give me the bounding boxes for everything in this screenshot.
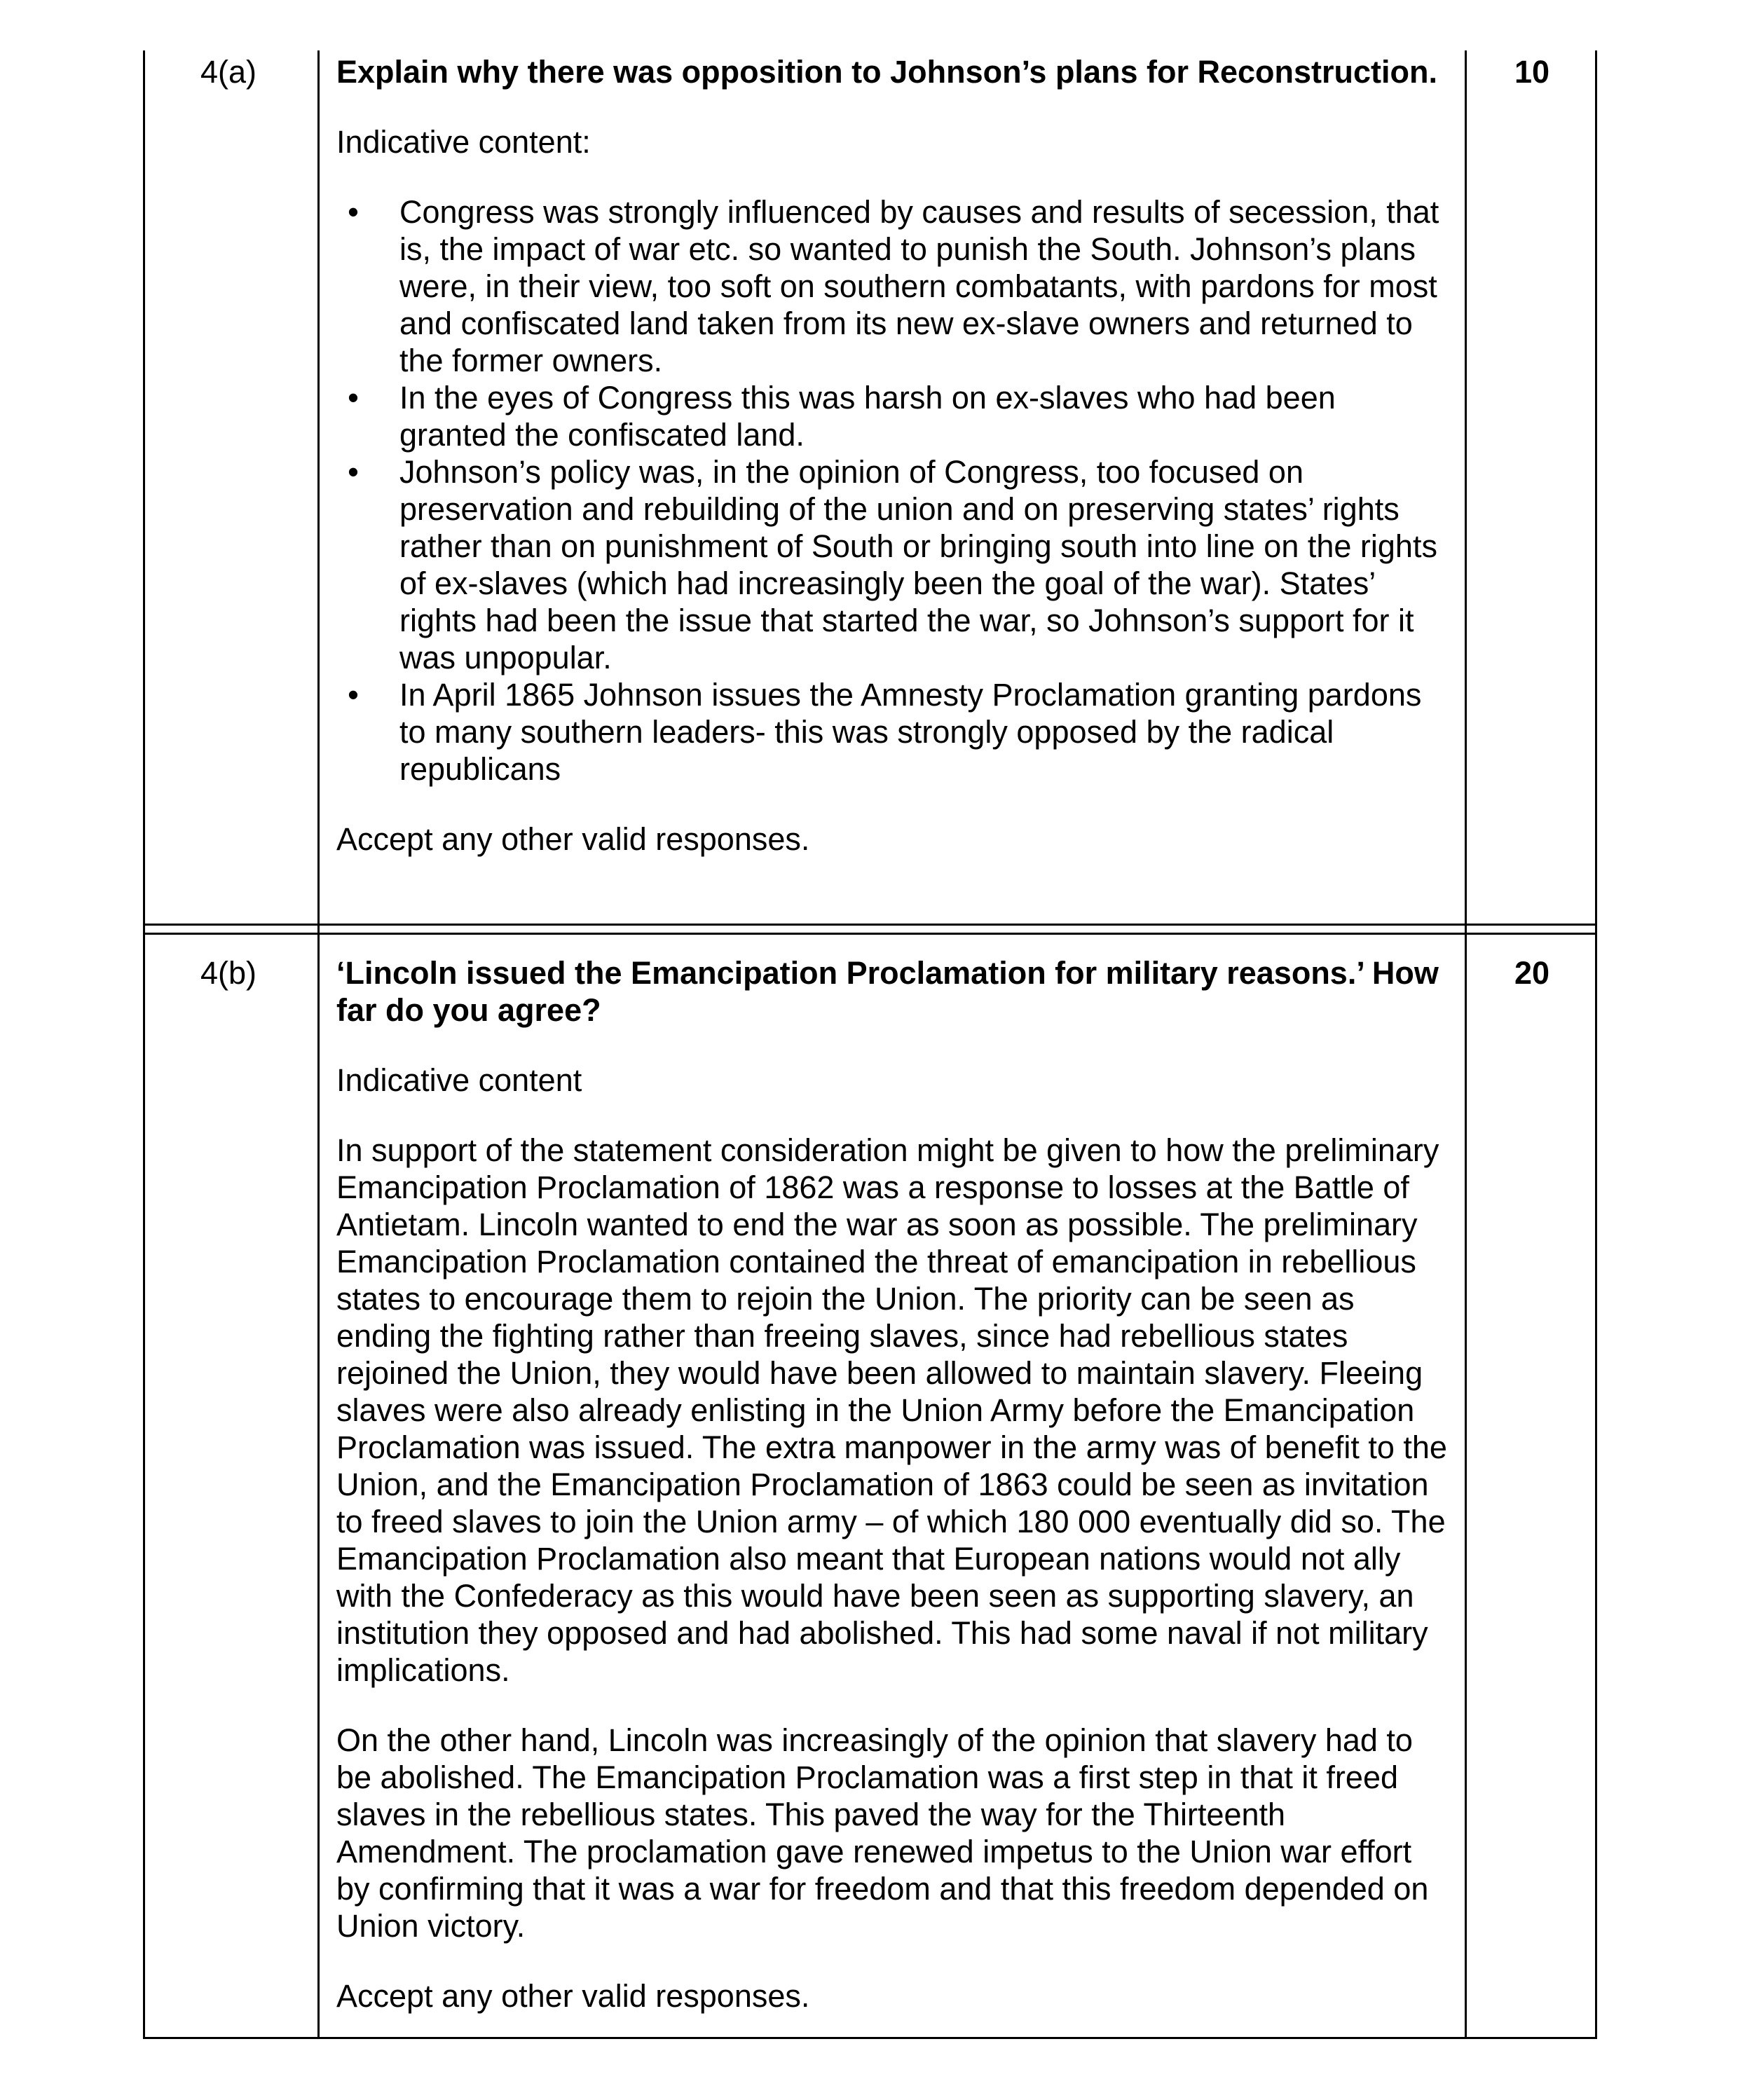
column-divider-1 (317, 50, 320, 2039)
list-item: • In April 1865 Johnson issues the Amnesty Proclamation granting pardons to many southern leaders- this was strongly opposed by the radical republicans (336, 676, 1451, 788)
paragraph: In support of the statement consideration might be given to how the preliminary Emancipation Proclamation of 1862 was a response to losses at the Battle of Antietam. Lincoln wanted to end the war as soon as possible. The preliminary Emancipation Proclamation contained the threat of emancipation in rebellious states to encourage them to rejoin the Union. The priority can be seen as ending the fighting rather than freeing slaves, since had rebellious states rejoined the Union, they would have been allowed to maintain slavery. Fleeing slaves were also already enlisting in the Union Army before the Emancipation Proclamation was issued. The extra manpower in the army was of benefit to the Union, and the Emancipation Proclamation of 1863 could be seen as invitation to freed slaves to join the Union army – of which 180 000 eventually did so. The Emancipation Proclamation also meant that European nations would not ally with the Confederacy as this would have been seen as supporting slavery, an institution they opposed and had abolished. This had some naval if not military implications. (336, 1132, 1447, 1688)
bullet-icon: • (348, 454, 359, 490)
indicative-content-list (336, 193, 1451, 788)
question-marks: 20 (1514, 955, 1550, 991)
table-border-bottom (143, 2037, 1597, 2039)
closing-note: Accept any other valid responses. (336, 1978, 810, 2014)
paragraph: On the other hand, Lincoln was increasingly of the opinion that slavery had to be abolished. The Emancipation Proclamation was a first step in that it freed slaves in the rebellious states. This paved the way for the Thirteenth Amendment. The proclamation gave renewed impetus to the Union war effort by confirming that it was a war for freedom and that this freedom depended on Union victory. (336, 1722, 1429, 1944)
question-content (336, 954, 1451, 2015)
list-item: • Congress was strongly influenced by causes and results of secession, that is, the impact of war etc. so wanted to punish the South. Johnson’s plans were, in their view, too soft on southern combatants, with pardons for most and confiscated land taken from its new ex-slave owners and returned to the former owners. (336, 193, 1451, 379)
bullet-icon: • (348, 380, 359, 416)
table-border-left (143, 50, 145, 2039)
list-item: • Johnson’s policy was, in the opinion of Congress, too focused on preservation and rebuilding of the union and on preserving states’ rights rather than on punishment of South or bringing south into line on the rights of ex-slaves (which had increasingly been the goal of the war). States’ rights had been the issue that started the war, so Johnson’s support for it was unpopular. (336, 453, 1451, 676)
question-marks: 10 (1514, 54, 1550, 90)
question-title: ‘Lincoln issued the Emancipation Proclamation for military reasons.’ How far do you agree? (336, 955, 1439, 1028)
table-border-right (1595, 50, 1597, 2039)
bullet-icon: • (348, 194, 359, 230)
row-divider-top (143, 924, 1597, 926)
question-number: 4(b) (200, 955, 257, 991)
question-content (336, 53, 1451, 858)
column-divider-2 (1465, 50, 1467, 2039)
indicative-content-label: Indicative content: (336, 124, 591, 160)
list-item: • In the eyes of Congress this was harsh on ex-slaves who had been granted the confiscated land. (336, 379, 1451, 453)
row-divider-bottom (143, 933, 1597, 935)
question-number: 4(a) (200, 54, 257, 90)
bullet-icon: • (348, 677, 359, 713)
closing-note: Accept any other valid responses. (336, 821, 810, 857)
question-title: Explain why there was opposition to Johnson’s plans for Reconstruction. (336, 54, 1438, 90)
indicative-content-label: Indicative content (336, 1062, 582, 1098)
